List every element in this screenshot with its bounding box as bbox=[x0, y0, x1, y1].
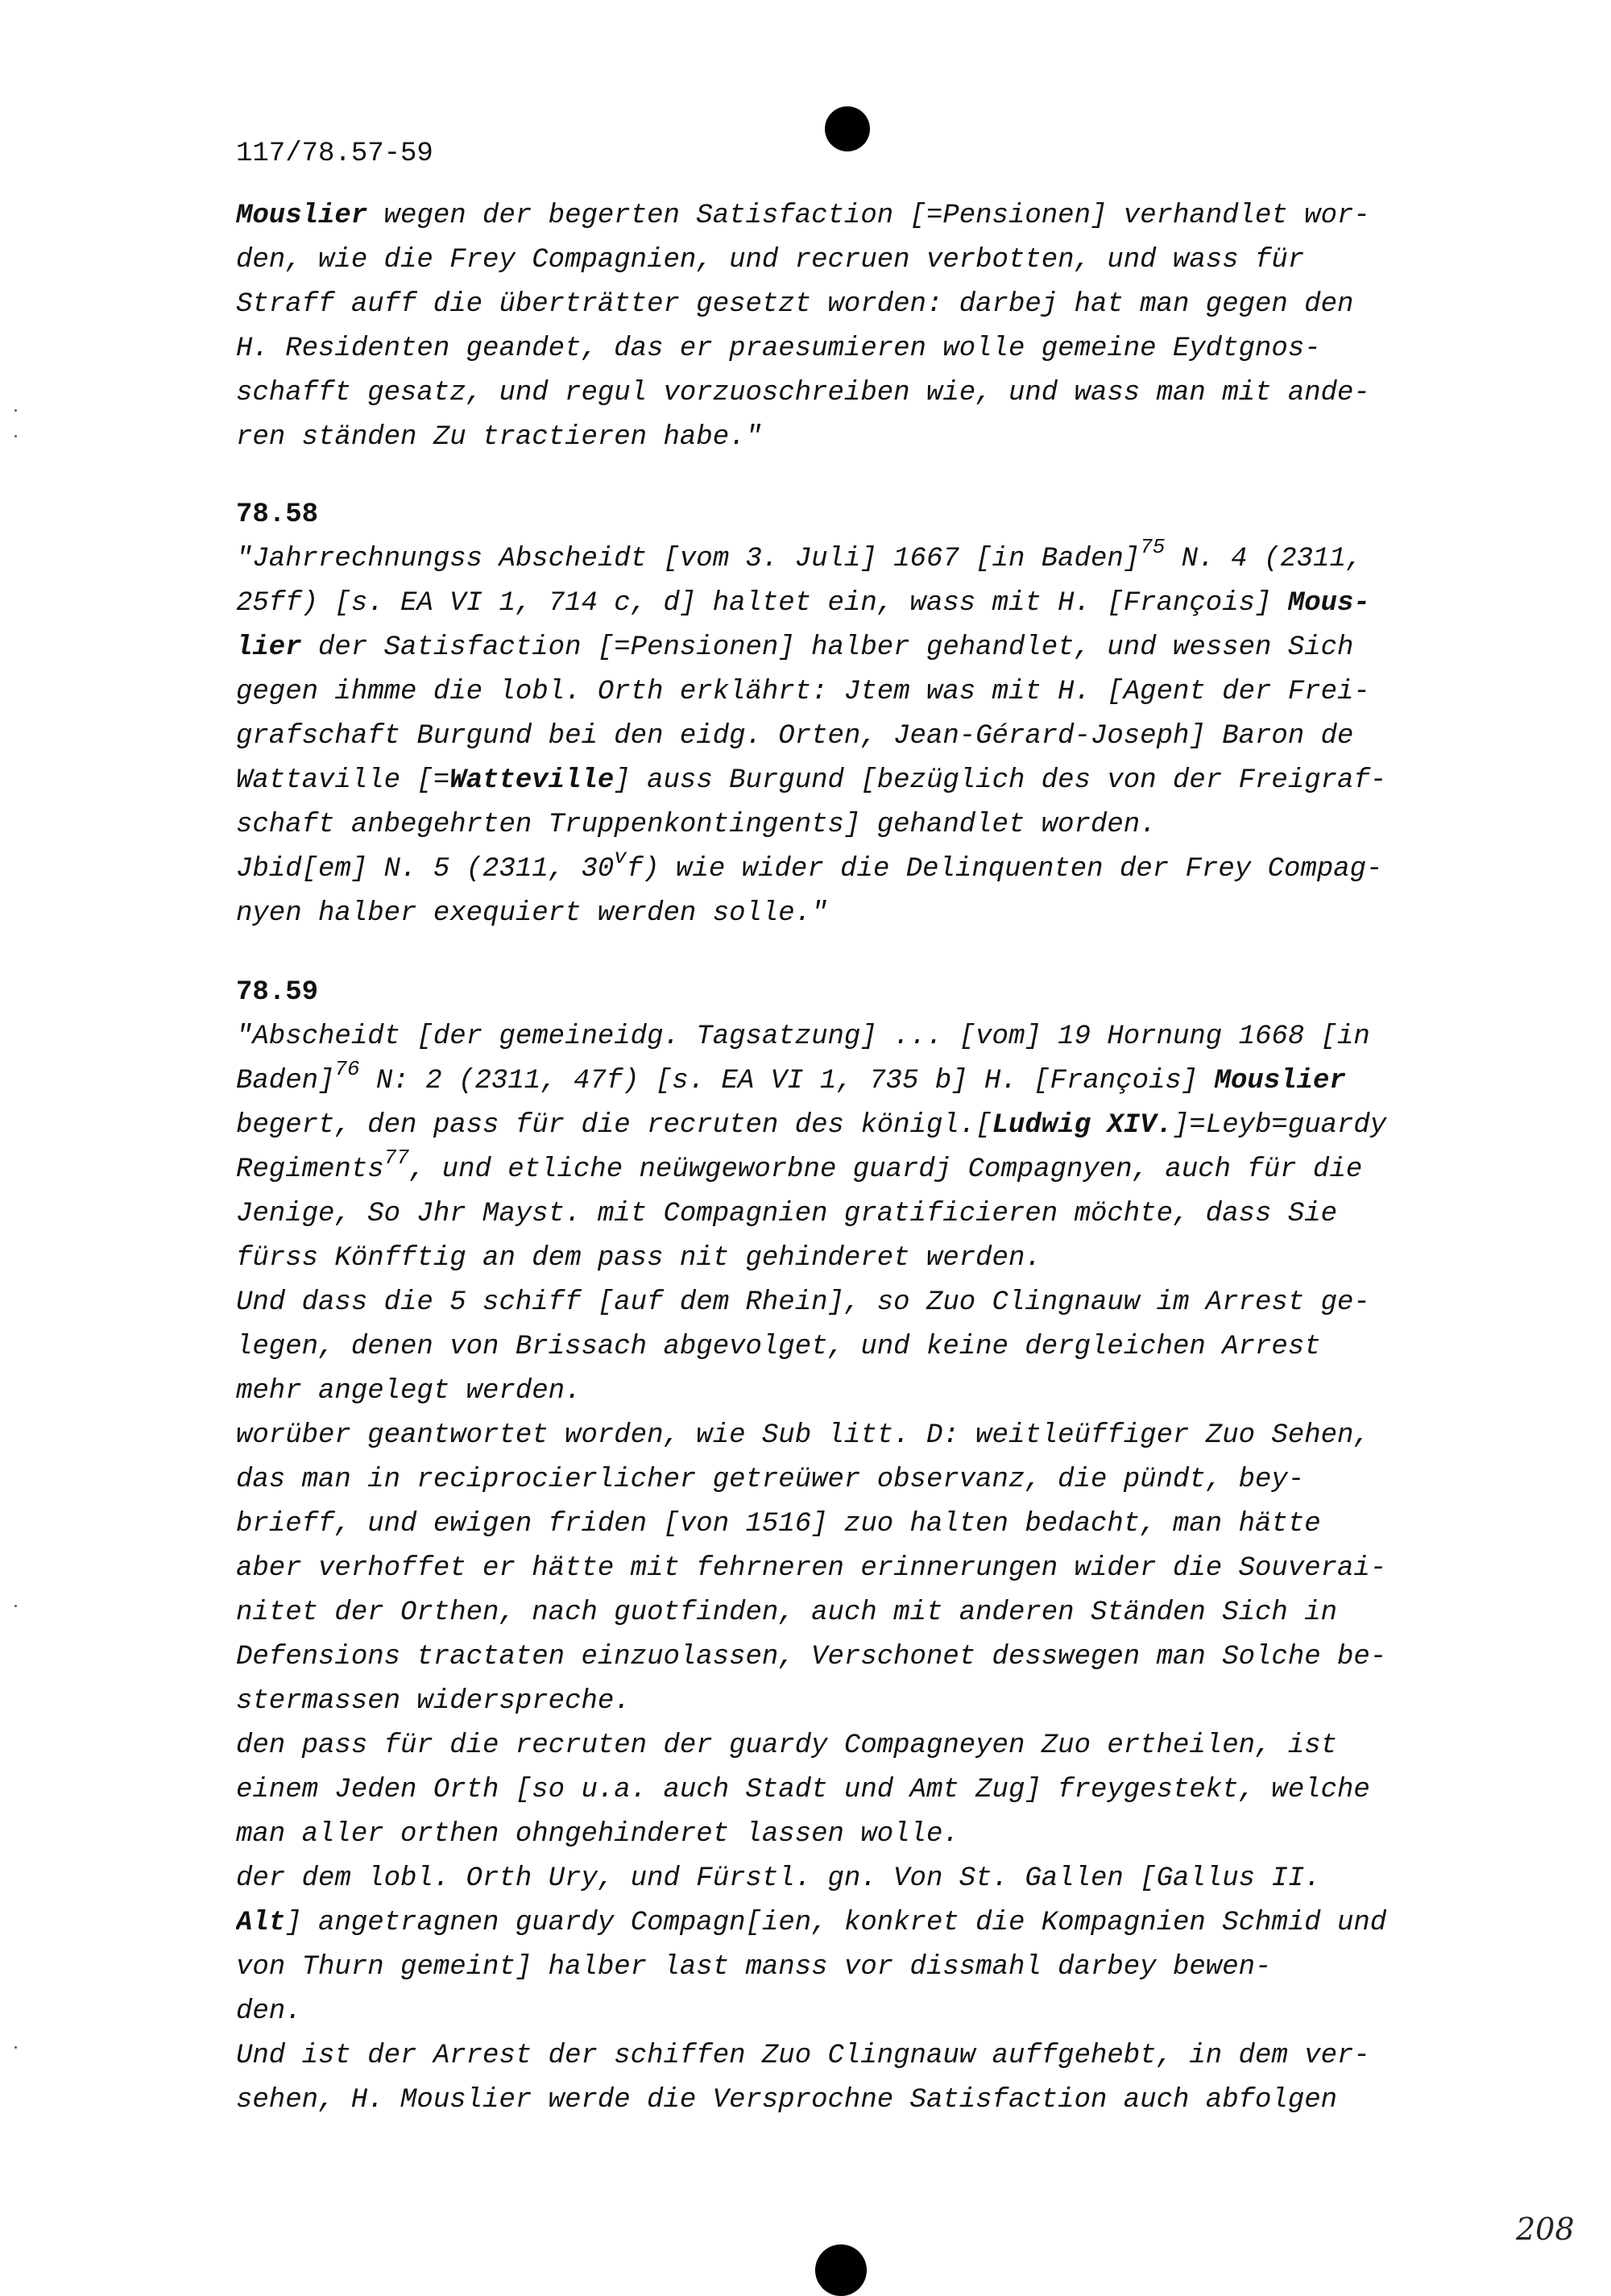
text-line: grafschaft Burgund bei den eidg. Orten, Jean-Gérard-Joseph] Baron de bbox=[236, 721, 1354, 752]
text-line: schafft gesatz, und regul vorzuoschreiben wie, und wass man mit ande- bbox=[236, 378, 1370, 408]
text-line: Alt] angetragnen guardy Compagn[ien, konkret die Kompagnien Schmid und bbox=[236, 1908, 1387, 1938]
text-line: den pass für die recruten der guardy Compagneyen Zuo ertheilen, ist bbox=[236, 1730, 1338, 1761]
section-heading: 78.59 bbox=[236, 977, 319, 1008]
text-line: Straff auff die überträtter gesetzt worden: darbej hat man gegen den bbox=[236, 289, 1354, 320]
text-line: Defensions tractaten einzuolassen, Verschonet desswegen man Solche be- bbox=[236, 1642, 1387, 1672]
section-78-58 bbox=[236, 493, 1493, 936]
text-line: begert, den pass für die recruten des königl.[Ludwig XIV.]=Leyb=guardy bbox=[236, 1110, 1387, 1141]
text-line: worüber geantwortet worden, wie Sub litt. D: weitleüffiger Zuo Sehen, bbox=[236, 1420, 1370, 1451]
text-line: das man in reciprocierlicher getreüwer observanz, die pündt, bey- bbox=[236, 1465, 1305, 1495]
text-line: stermassen widerspreche. bbox=[236, 1686, 631, 1717]
section-78-57-continuation bbox=[236, 194, 1493, 460]
text-line: Wattaville [=Watteville] auss Burgund [bezüglich des von der Freigraf- bbox=[236, 765, 1387, 796]
section-heading: 78.58 bbox=[236, 499, 319, 530]
text-line: Und ist der Arrest der schiffen Zuo Clingnauw auffgehebt, in dem ver- bbox=[236, 2041, 1370, 2071]
margin-speck bbox=[14, 1605, 17, 1607]
margin-speck bbox=[14, 2046, 17, 2049]
text-line: Regiments$^{77}$, und etliche neüwgeworbne guardj Compagnyen, auch für die bbox=[236, 1148, 1363, 1185]
text-line: Jbid[em] N. 5 (2311, 30$^v$f) wie wider die Delinquenten der Frey Compag- bbox=[236, 848, 1383, 885]
handwritten-page-number: 208 bbox=[1516, 2211, 1575, 2247]
text-line: H. Residenten geandet, das er praesumieren wolle gemeine Eydtgnos- bbox=[236, 334, 1321, 364]
text-line: ren ständen Zu tractieren habe." bbox=[236, 422, 762, 453]
text-line: Mouslier wegen der begerten Satisfaction [=Pensionen] verhandlet wor- bbox=[236, 201, 1370, 231]
text-line: brieff, und ewigen friden [von 1516] zuo halten bedacht, man hätte bbox=[236, 1509, 1321, 1540]
text-line: "Abscheidt [der gemeineidg. Tagsatzung] ... [vom] 19 Hornung 1668 [in bbox=[236, 1022, 1370, 1052]
text-line: Und dass die 5 schiff [auf dem Rhein], so Zuo Clingnauw im Arrest ge- bbox=[236, 1287, 1370, 1318]
text-line: lier der Satisfaction [=Pensionen] halber gehandlet, und wessen Sich bbox=[236, 632, 1354, 663]
text-line: aber verhoffet er hätte mit fehrneren erinnerungen wider die Souverai- bbox=[236, 1553, 1387, 1584]
text-line: den, wie die Frey Compagnien, und recruen verbotten, und wass für bbox=[236, 245, 1305, 276]
document-reference-id: 117/78.57-59 bbox=[236, 139, 433, 169]
text-line: gegen ihmme die lobl. Orth erklährt: Jtem was mit H. [Agent der Frei- bbox=[236, 677, 1370, 707]
section-78-59 bbox=[236, 971, 1493, 2123]
text-line: nitet der Orthen, nach guotfinden, auch mit anderen Ständen Sich in bbox=[236, 1598, 1338, 1628]
text-line: einem Jeden Orth [so u.a. auch Stadt und Amt Zug] freygestekt, welche bbox=[236, 1775, 1370, 1805]
text-line: legen, denen von Brissach abgevolget, und keine dergleichen Arrest bbox=[236, 1332, 1321, 1362]
text-line: 25ff) [s. EA VI 1, 714 c, d] haltet ein, wass mit H. [François] Mous- bbox=[236, 588, 1370, 619]
text-line: Baden]$^{76}$ N: 2 (2311, 47f) [s. EA VI 1, 735 b] H. [François] Mouslier bbox=[236, 1059, 1346, 1096]
text-line: man aller orthen ohngehinderet lassen wolle. bbox=[236, 1819, 959, 1850]
text-line: Jenige, So Jhr Mayst. mit Compagnien gratificieren möchte, dass Sie bbox=[236, 1199, 1338, 1229]
text-line: von Thurn gemeint] halber last manss vor dissmahl darbey bewen- bbox=[236, 1952, 1272, 1983]
text-line: mehr angelegt werden. bbox=[236, 1376, 582, 1407]
text-line: "Jahrrechnungss Abscheidt [vom 3. Juli] 1667 [in Baden]$^{75}$ N. 4 (2311, bbox=[236, 537, 1363, 574]
text-line: der dem lobl. Orth Ury, und Fürstl. gn. Von St. Gallen [Gallus II. bbox=[236, 1863, 1321, 1894]
punch-hole-bottom bbox=[815, 2244, 867, 2296]
text-line: sehen, H. Mouslier werde die Versprochne Satisfaction auch abfolgen bbox=[236, 2085, 1338, 2116]
punch-hole-top bbox=[825, 106, 870, 151]
margin-speck bbox=[14, 409, 17, 412]
text-line: den. bbox=[236, 1996, 302, 2027]
margin-speck bbox=[14, 435, 17, 437]
text-line: schaft anbegehrten Truppenkontingents] gehandlet worden. bbox=[236, 810, 1157, 840]
text-line: nyen halber exequiert werden solle." bbox=[236, 898, 828, 929]
text-line: fürss Könfftig an dem pass nit gehinderet werden. bbox=[236, 1243, 1042, 1274]
